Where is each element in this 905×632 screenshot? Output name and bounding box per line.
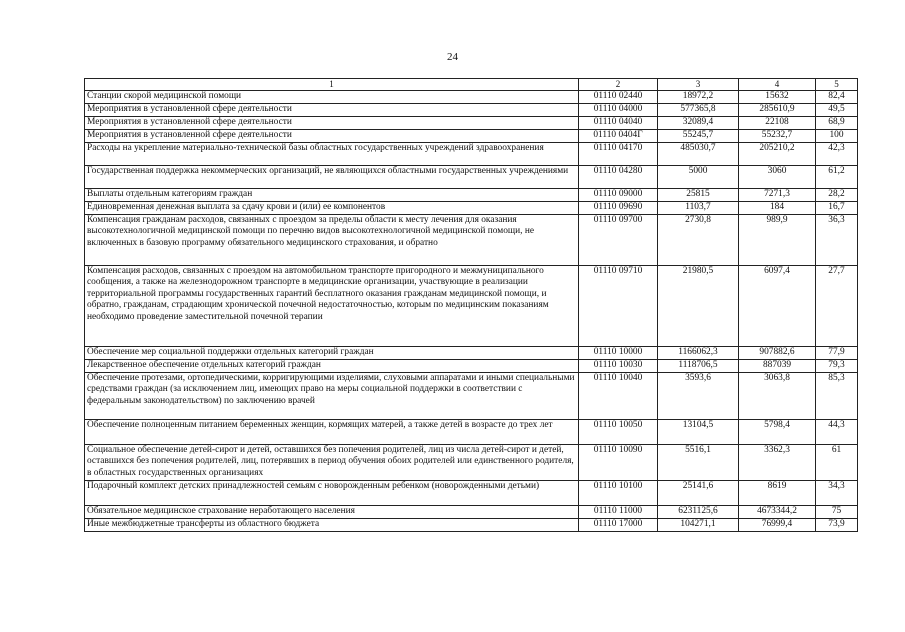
row-fact-cell: 285610,9 bbox=[739, 104, 816, 117]
row-name-cell: Выплаты отдельным категориям граждан bbox=[85, 189, 579, 202]
table-row bbox=[85, 372, 858, 419]
row-name-cell: Мероприятия в установленной сфере деятельности bbox=[85, 130, 579, 143]
table-row bbox=[85, 505, 858, 518]
row-name-cell: Компенсация расходов, связанных с проездом на автомобильном транспорте пригородного и межмуниципального сообщения, а также на железнодорожном транспорте в медицинские организации, участвующие в реализации территориальной программы государственных гарантий бесплатного оказания гражданам медицинской помощи, и обратно, гражданам, страдающим хронической почечной недостаточностью, которым по медицинским показаниям необходимо проведение заместительной почечной терапии bbox=[85, 265, 579, 346]
row-code-cell: 01110 17000 bbox=[579, 518, 658, 531]
row-fact-cell: 205210,2 bbox=[739, 143, 816, 166]
table-row bbox=[85, 214, 858, 265]
row-code-cell: 01110 04280 bbox=[579, 166, 658, 189]
row-name-cell: Мероприятия в установленной сфере деятельности bbox=[85, 117, 579, 130]
row-percent-cell: 100 bbox=[816, 130, 858, 143]
row-fact-cell: 887039 bbox=[739, 359, 816, 372]
table-row bbox=[85, 444, 858, 480]
row-percent-cell: 61,2 bbox=[816, 166, 858, 189]
column-header: 1 bbox=[85, 79, 579, 91]
row-fact-cell: 4673344,2 bbox=[739, 505, 816, 518]
row-percent-cell: 49,5 bbox=[816, 104, 858, 117]
row-code-cell: 01110 02440 bbox=[579, 91, 658, 104]
row-percent-cell: 75 bbox=[816, 505, 858, 518]
row-name-cell: Обязательное медицинское страхование неработающего населения bbox=[85, 505, 579, 518]
row-percent-cell: 34,3 bbox=[816, 480, 858, 505]
row-plan-cell: 18972,2 bbox=[658, 91, 739, 104]
table-row bbox=[85, 518, 858, 531]
row-code-cell: 01110 04000 bbox=[579, 104, 658, 117]
row-plan-cell: 25141,6 bbox=[658, 480, 739, 505]
row-fact-cell: 907882,6 bbox=[739, 346, 816, 359]
row-fact-cell: 3362,3 bbox=[739, 444, 816, 480]
row-plan-cell: 32089,4 bbox=[658, 117, 739, 130]
row-plan-cell: 104271,1 bbox=[658, 518, 739, 531]
row-percent-cell: 61 bbox=[816, 444, 858, 480]
table-row bbox=[85, 91, 858, 104]
row-name-cell: Социальное обеспечение детей-сирот и детей, оставшихся без попечения родителей, лиц из числа детей-сирот и детей, оставшихся без попечения родителей, лиц, потерявших в период обучения обоих родителей или единственного родителя, в областных государственных организациях bbox=[85, 444, 579, 480]
row-code-cell: 01110 04170 bbox=[579, 143, 658, 166]
column-header: 2 bbox=[579, 79, 658, 91]
row-code-cell: 01110 09000 bbox=[579, 189, 658, 202]
row-fact-cell: 76999,4 bbox=[739, 518, 816, 531]
row-plan-cell: 13104,5 bbox=[658, 419, 739, 444]
table-row bbox=[85, 419, 858, 444]
row-code-cell: 01110 0404Г bbox=[579, 130, 658, 143]
row-plan-cell: 1118706,5 bbox=[658, 359, 739, 372]
row-name-cell: Обеспечение полноценным питанием беременных женщин, кормящих матерей, а также детей в возрасте до трех лет bbox=[85, 419, 579, 444]
row-fact-cell: 5798,4 bbox=[739, 419, 816, 444]
row-fact-cell: 6097,4 bbox=[739, 265, 816, 346]
table-row bbox=[85, 166, 858, 189]
row-percent-cell: 82,4 bbox=[816, 91, 858, 104]
row-code-cell: 01110 10030 bbox=[579, 359, 658, 372]
row-code-cell: 01110 10100 bbox=[579, 480, 658, 505]
row-percent-cell: 44,3 bbox=[816, 419, 858, 444]
budget-table bbox=[84, 78, 858, 532]
row-percent-cell: 36,3 bbox=[816, 214, 858, 265]
header-row bbox=[85, 79, 858, 91]
row-name-cell: Станции скорой медицинской помощи bbox=[85, 91, 579, 104]
row-fact-cell: 22108 bbox=[739, 117, 816, 130]
table-row bbox=[85, 480, 858, 505]
row-fact-cell: 3060 bbox=[739, 166, 816, 189]
row-plan-cell: 2730,8 bbox=[658, 214, 739, 265]
row-plan-cell: 25815 bbox=[658, 189, 739, 202]
row-fact-cell: 989,9 bbox=[739, 214, 816, 265]
table-row bbox=[85, 104, 858, 117]
column-header: 3 bbox=[658, 79, 739, 91]
row-percent-cell: 68,9 bbox=[816, 117, 858, 130]
table-row bbox=[85, 359, 858, 372]
row-name-cell: Государственная поддержка некоммерческих организаций, не являющихся областными государственных учреждениями bbox=[85, 166, 579, 189]
row-fact-cell: 55232,7 bbox=[739, 130, 816, 143]
row-plan-cell: 55245,7 bbox=[658, 130, 739, 143]
row-code-cell: 01110 09700 bbox=[579, 214, 658, 265]
row-plan-cell: 1103,7 bbox=[658, 202, 739, 215]
row-plan-cell: 1166062,3 bbox=[658, 346, 739, 359]
row-fact-cell: 15632 bbox=[739, 91, 816, 104]
row-name-cell: Подарочный комплект детских принадлежностей семьям с новорожденным ребенком (новорожденными детьми) bbox=[85, 480, 579, 505]
row-plan-cell: 485030,7 bbox=[658, 143, 739, 166]
row-fact-cell: 8619 bbox=[739, 480, 816, 505]
row-code-cell: 01110 09690 bbox=[579, 202, 658, 215]
row-plan-cell: 6231125,6 bbox=[658, 505, 739, 518]
table-row bbox=[85, 130, 858, 143]
row-percent-cell: 79,3 bbox=[816, 359, 858, 372]
row-name-cell: Иные межбюджетные трансферты из областного бюджета bbox=[85, 518, 579, 531]
row-name-cell: Расходы на укрепление материально-технической базы областных государственных учреждений здравоохранения bbox=[85, 143, 579, 166]
row-code-cell: 01110 09710 bbox=[579, 265, 658, 346]
row-name-cell: Компенсация гражданам расходов, связанных с проездом за пределы области к месту лечения для оказания высокотехнологичной медицинской помощи по перечню видов высокотехнологичной медицинской помощи, не включенных в базовую программу обязательного медицинского страхования, и обратно bbox=[85, 214, 579, 265]
page-number: 24 bbox=[447, 51, 458, 63]
row-plan-cell: 5000 bbox=[658, 166, 739, 189]
row-name-cell: Лекарственное обеспечение отдельных категорий граждан bbox=[85, 359, 579, 372]
row-name-cell: Единовременная денежная выплата за сдачу крови и (или) ее компонентов bbox=[85, 202, 579, 215]
row-percent-cell: 27,7 bbox=[816, 265, 858, 346]
row-fact-cell: 7271,3 bbox=[739, 189, 816, 202]
row-percent-cell: 42,3 bbox=[816, 143, 858, 166]
table-row bbox=[85, 202, 858, 215]
row-percent-cell: 73,9 bbox=[816, 518, 858, 531]
row-name-cell: Обеспечение протезами, ортопедическими, корригирующими изделиями, слуховыми аппаратами и иными специальными средствами граждан (за исключением лиц, имеющих право на меры социальной поддержки в соответствии с федеральным законодательством) по заключению врачей bbox=[85, 372, 579, 419]
row-plan-cell: 5516,1 bbox=[658, 444, 739, 480]
row-code-cell: 01110 10000 bbox=[579, 346, 658, 359]
table-row bbox=[85, 189, 858, 202]
row-code-cell: 01110 04040 bbox=[579, 117, 658, 130]
row-percent-cell: 85,3 bbox=[816, 372, 858, 419]
row-code-cell: 01110 11000 bbox=[579, 505, 658, 518]
column-header: 4 bbox=[739, 79, 816, 91]
table-row bbox=[85, 143, 858, 166]
table-row bbox=[85, 265, 858, 346]
table-row bbox=[85, 346, 858, 359]
row-fact-cell: 3063,8 bbox=[739, 372, 816, 419]
row-percent-cell: 16,7 bbox=[816, 202, 858, 215]
row-name-cell: Мероприятия в установленной сфере деятельности bbox=[85, 104, 579, 117]
row-fact-cell: 184 bbox=[739, 202, 816, 215]
row-percent-cell: 77,9 bbox=[816, 346, 858, 359]
row-code-cell: 01110 10050 bbox=[579, 419, 658, 444]
row-plan-cell: 577365,8 bbox=[658, 104, 739, 117]
table-row bbox=[85, 117, 858, 130]
row-plan-cell: 3593,6 bbox=[658, 372, 739, 419]
row-code-cell: 01110 10090 bbox=[579, 444, 658, 480]
row-code-cell: 01110 10040 bbox=[579, 372, 658, 419]
row-name-cell: Обеспечение мер социальной поддержки отдельных категорий граждан bbox=[85, 346, 579, 359]
row-plan-cell: 21980,5 bbox=[658, 265, 739, 346]
row-percent-cell: 28,2 bbox=[816, 189, 858, 202]
column-header: 5 bbox=[816, 79, 858, 91]
